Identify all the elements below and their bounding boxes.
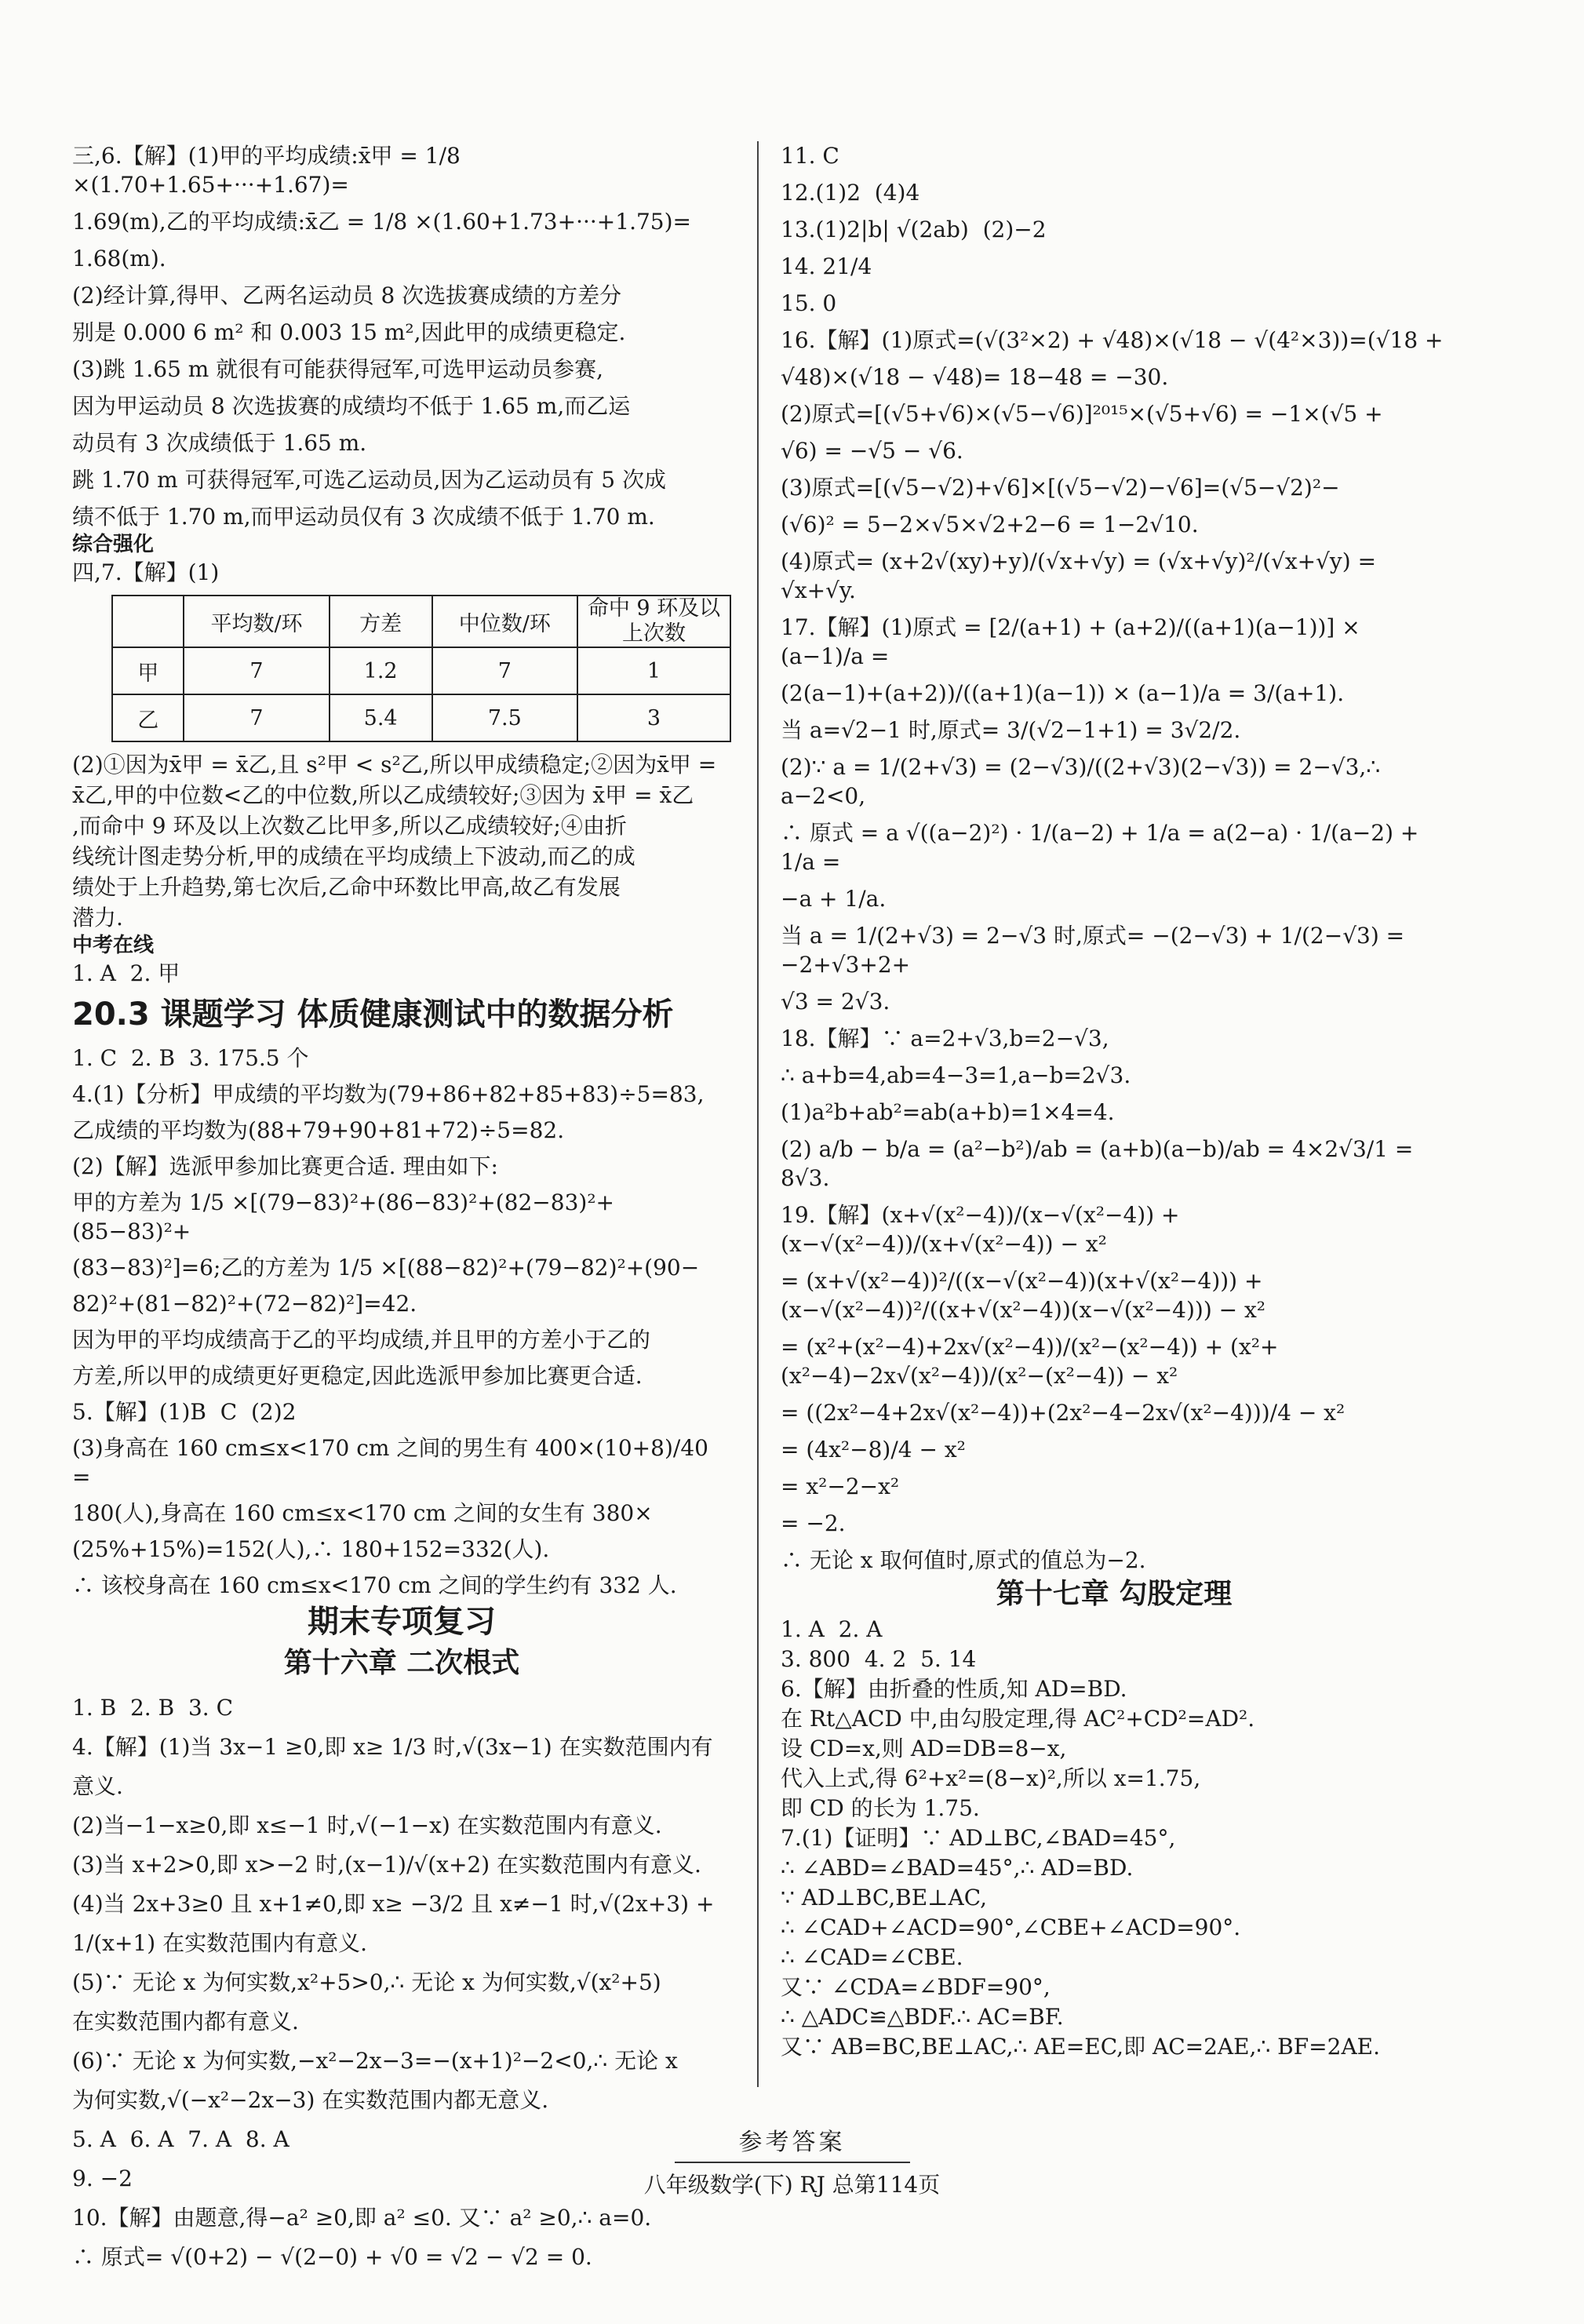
text-line: (2)经计算,得甲、乙两名运动员 8 次选拔赛成绩的方差分 [72,282,622,308]
table-header: 命中 9 环及以上次数 [577,596,730,647]
text-line: 1. B 2. B 3. C [72,1695,234,1721]
text-line: 6.【解】由折叠的性质,知 AD=BD. [781,1676,1127,1702]
text-line: = (x²+(x²−4)+2x√(x²−4))/(x²−(x²−4)) + (x²+(x²−4)−2x√(x²−4))/(x²−(x²−4)) − x² [781,1334,1279,1389]
text-line: ∴ △ADC≌△BDF.∴ AC=BF. [781,2004,1064,2030]
table-cell: 7 [184,694,329,741]
text-line: 10.【解】由题意,得−a² ≥0,即 a² ≤0. 又∵ a² ≥0,∴ a=0. [72,2205,652,2231]
text-line: 意义. [72,1773,123,1799]
text-line: 线统计图走势分析,甲的成绩在平均成绩上下波动,而乙的成 [72,843,635,869]
text-line: 因为甲运动员 8 次选拔赛的成绩均不低于 1.65 m,而乙运 [72,393,631,419]
text-line: (2) a/b − b/a = (a²−b²)/ab = (a+b)(a−b)/ab = 4×2√3/1 = 8√3. [781,1136,1421,1191]
text-line: √3 = 2√3. [781,989,890,1014]
text-line: 4.(1)【分析】甲成绩的平均数为(79+86+82+85+83)÷5=83, [72,1081,705,1107]
text-line: = (x+√(x²−4))²/((x−√(x²−4))(x+√(x²−4))) + (x−√(x²−4))²/((x+√(x²−4))(x−√(x²−4))) − x² [781,1268,1270,1323]
text-line: 跳 1.70 m 可获得冠军,可选乙运动员,因为乙运动员有 5 次成 [72,467,667,493]
text-line: 82)²+(81−82)²+(72−82)²]=42. [72,1291,417,1317]
text-line: ∴ 原式= √(0+2) − √(2−0) + √0 = √2 − √2 = 0. [72,2244,592,2270]
text-line: 当 a = 1/(2+√3) = 2−√3 时,原式= −(2−√3) + 1/(2−√3) = −2+√3+2+ [781,923,1412,978]
text-line: 5. A 6. A 7. A 8. A [72,2126,289,2152]
text-line: 即 CD 的长为 1.75. [781,1795,980,1821]
text-line: (3)身高在 160 cm≤x<170 cm 之间的男生有 400×(10+8)/40 = [72,1435,716,1490]
table-cell: 3 [577,694,730,741]
text-line: (83−83)²]=6;乙的方差为 1/5 ×[(88−82)²+(79−82)²+(90− [72,1255,700,1280]
text-line: (25%+15%)=152(人),∴ 180+152=332(人). [72,1536,550,1562]
text-line: (2(a−1)+(a+2))/((a+1)(a−1)) × (a−1)/a = 3/(a+1). [781,680,1345,706]
table-cell: 1 [577,647,730,694]
text-line: ∴ 原式 = a √((a−2)²) · 1/(a−2) + 1/a = a(2−a) · 1/(a−2) + 1/a = [781,820,1426,875]
table-header [112,596,184,647]
heading-comprehensive: 综合强化 [72,533,155,556]
chapter-16-title: 第十六章 二次根式 [283,1647,520,1679]
text-line: √6) = −√5 − √6. [781,438,963,464]
text-line: (5)∵ 无论 x 为何实数,x²+5>0,∴ 无论 x 为何实数,√(x²+5) [72,1969,661,1995]
text-line: 三,6.【解】(1)甲的平均成绩:x̄甲 = 1/8 ×(1.70+1.65+···+1.67)= [72,143,468,198]
exam-online-answers: 1. A 2. 甲 [72,960,180,986]
table-header-row [112,596,730,647]
text-line: (2)原式=[(√5+√6)×(√5−√6)]²⁰¹⁵×(√5+√6) = −1×(√5 + [781,401,1383,427]
text-line: 7.(1)【证明】∵ AD⊥BC,∠BAD=45°, [781,1825,1176,1851]
text-line: ∴ ∠ABD=∠BAD=45°,∴ AD=BD. [781,1855,1134,1881]
text-line: 为何实数,√(−x²−2x−3) 在实数范围内都无意义. [72,2087,549,2113]
text-line: = x²−2−x² [781,1473,900,1499]
answer-block-20-3 [72,1044,731,1600]
text-line: ∴ 该校身高在 160 cm≤x<170 cm 之间的学生约有 332 人. [72,1572,677,1598]
text-line: 15. 0 [781,290,837,316]
stats-table [111,595,731,742]
text-line: 16.【解】(1)原式=(√(3²×2) + √48)×(√18 − √(4²×3))=(√18 + [781,327,1444,353]
text-line: 潜力. [72,905,123,931]
text-line: (2)∵ a = 1/(2+√3) = (2−√3)/((2+√3)(2−√3)) = 2−√3,∴ a−2<0, [781,754,1388,809]
text-line: √48)×(√18 − √48)= 18−48 = −30. [781,364,1169,390]
text-line: 17.【解】(1)原式 = [2/(a+1) + (a+2)/((a+1)(a−1))] × (a−1)/a = [781,614,1367,669]
text-line: 绩处于上升趋势,第七次后,乙命中环数比甲高,故乙有发展 [72,874,621,900]
text-line: (2)①因为x̄甲 = x̄乙,且 s²甲 < s²乙,所以甲成绩稳定;②因为x̄甲 = [72,752,717,778]
text-line: (4)原式= (x+2√(xy)+y)/(√x+√y) = (√x+√y)²/(√x+√y) = √x+√y. [781,548,1383,603]
text-line: ,而命中 9 环及以上次数乙比甲多,所以乙成绩较好;④由折 [72,813,627,839]
text-line: 别是 0.000 6 m² 和 0.003 15 m²,因此甲的成绩更稳定. [72,319,626,345]
text-line: (3)当 x+2>0,即 x>−2 时,(x−1)/√(x+2) 在实数范围内有意义. [72,1852,701,1878]
table-cell: 7.5 [432,694,577,741]
text-line: 12.(1)2 (4)4 [781,180,920,206]
text-line: 1/(x+1) 在实数范围内有意义. [72,1930,367,1956]
answer-block-ch17 [781,1615,1447,2061]
text-line: 4.【解】(1)当 3x−1 ≥0,即 x≥ 1/3 时,√(3x−1) 在实数范围内有 [72,1734,713,1760]
table-header: 方差 [330,596,432,647]
text-line: 甲的方差为 1/5 ×[(79−83)²+(86−83)²+(82−83)²+(85−83)²+ [72,1189,615,1244]
text-line: (3)跳 1.65 m 就很有可能获得冠军,可选甲运动员参赛, [72,356,604,382]
text-line: 180(人),身高在 160 cm≤x<170 cm 之间的女生有 380× [72,1500,653,1526]
table-cell: 7 [432,647,577,694]
answer-block-7b [72,750,731,932]
text-line: 设 CD=x,则 AD=DB=8−x, [781,1736,1067,1761]
text-line: 3. 800 4. 2 5. 14 [781,1646,977,1672]
text-line: 乙成绩的平均数为(88+79+90+81+72)÷5=82. [72,1117,565,1143]
text-line: 9. −2 [72,2166,133,2191]
text-line: 1. A 2. A [781,1616,883,1642]
text-line: = (4x²−8)/4 − x² [781,1437,966,1463]
text-line: ∴ a+b=4,ab=4−3=1,a−b=2√3. [781,1062,1131,1088]
text-line: (6)∵ 无论 x 为何实数,−x²−2x−3=−(x+1)²−2<0,∴ 无论 x [72,2048,678,2074]
text-line: 当 a=√2−1 时,原式= 3/(√2−1+1) = 3√2/2. [781,717,1241,743]
right-column [781,133,1447,2061]
review-title: 期末专项复习 [308,1604,496,1640]
text-line: 13.(1)2|b| √(2ab) (2)−2 [781,217,1047,242]
heading-exam-online: 中考在线 [72,934,155,957]
text-line: −a + 1/a. [781,886,887,912]
text-line: 18.【解】∵ a=2+√3,b=2−√3, [781,1025,1109,1051]
table-header: 平均数/环 [184,596,329,647]
text-line: (√6)² = 5−2×√5×√2+2−6 = 1−2√10. [781,512,1199,537]
column-divider [757,141,759,2087]
text-line: = −2. [781,1510,846,1536]
footer-rule [675,2162,910,2163]
answer-block-6 [72,141,731,531]
table-header: 中位数/环 [432,596,577,647]
text-line: (2)【解】选派甲参加比赛更合适. 理由如下: [72,1153,498,1179]
text-line: 绩不低于 1.70 m,而甲运动员仅有 3 次成绩不低于 1.70 m. [72,504,655,530]
table-cell: 甲 [112,647,184,694]
footer-title: 参考答案 [738,2129,846,2156]
page-footer [0,2122,1584,2199]
text-line: 代入上式,得 6²+x²=(8−x)²,所以 x=1.75, [781,1765,1201,1791]
table-row [112,647,730,694]
text-line: 方差,所以甲的成绩更好更稳定,因此选派甲参加比赛更合适. [72,1363,643,1389]
text-line: ∵ AD⊥BC,BE⊥AC, [781,1885,988,1911]
text-line: 1.69(m),乙的平均成绩:x̄乙 = 1/8 ×(1.60+1.73+···+1.75)= [72,209,691,235]
text-line: x̄乙,甲的中位数<乙的中位数,所以乙成绩较好;③因为 x̄甲 = x̄乙 [72,782,694,808]
text-line: = ((2x²−4+2x√(x²−4))+(2x²−4−2x√(x²−4)))/4 − x² [781,1400,1345,1426]
text-line: 5.【解】(1)B C (2)2 [72,1399,297,1425]
text-line: 11. C [781,143,839,169]
text-line: 在 Rt△ACD 中,由勾股定理,得 AC²+CD²=AD². [781,1706,1255,1732]
text-line: 在实数范围内都有意义. [72,2009,299,2034]
text-line: 动员有 3 次成绩低于 1.65 m. [72,430,367,456]
text-line: ∴ ∠CAD=∠CBE. [781,1944,963,1970]
answer-block-ch16-cont [781,141,1447,1575]
table-row [112,694,730,741]
text-line: 14. 21/4 [781,253,872,279]
table-cell: 乙 [112,694,184,741]
text-line: ∴ 无论 x 取何值时,原式的值总为−2. [781,1547,1146,1573]
section-title-20-3: 20.3 课题学习 体质健康测试中的数据分析 [72,996,674,1033]
text-line: 又∵ AB=BC,BE⊥AC,∴ AE=EC,即 AC=2AE,∴ BF=2AE. [781,2034,1381,2060]
table-cell: 7 [184,647,329,694]
text-line: (3)原式=[(√5−√2)+√6]×[(√5−√2)−√6]=(√5−√2)²− [781,475,1340,501]
text-line: 又∵ ∠CDA=∠BDF=90°, [781,1974,1051,2000]
text-line: (4)当 2x+3≥0 且 x+1≠0,即 x≥ −3/2 且 x≠−1 时,√(2x+3) + [72,1891,715,1917]
footer-page-info: 八年级数学(下) RJ 总第114页 [643,2172,941,2198]
chapter-17-title: 第十七章 勾股定理 [996,1578,1233,1610]
text-line: 因为甲的平均成绩高于乙的平均成绩,并且甲的方差小于乙的 [72,1327,650,1353]
table-cell: 1.2 [330,647,432,694]
text-line: (2)当−1−x≥0,即 x≤−1 时,√(−1−x) 在实数范围内有意义. [72,1812,662,1838]
answer-7-intro: 四,7.【解】(1) [72,559,220,585]
left-column [72,133,731,2271]
text-line: 1.68(m). [72,246,166,271]
text-line: ∴ ∠CAD+∠ACD=90°,∠CBE+∠ACD=90°. [781,1914,1241,1940]
text-line: (1)a²b+ab²=ab(a+b)=1×4=4. [781,1099,1115,1125]
text-line: 1. C 2. B 3. 175.5 个 [72,1045,309,1071]
text-line: 19.【解】(x+√(x²−4))/(x−√(x²−4)) + (x−√(x²−4))/(x+√(x²−4)) − x² [781,1202,1187,1257]
table-cell: 5.4 [330,694,432,741]
